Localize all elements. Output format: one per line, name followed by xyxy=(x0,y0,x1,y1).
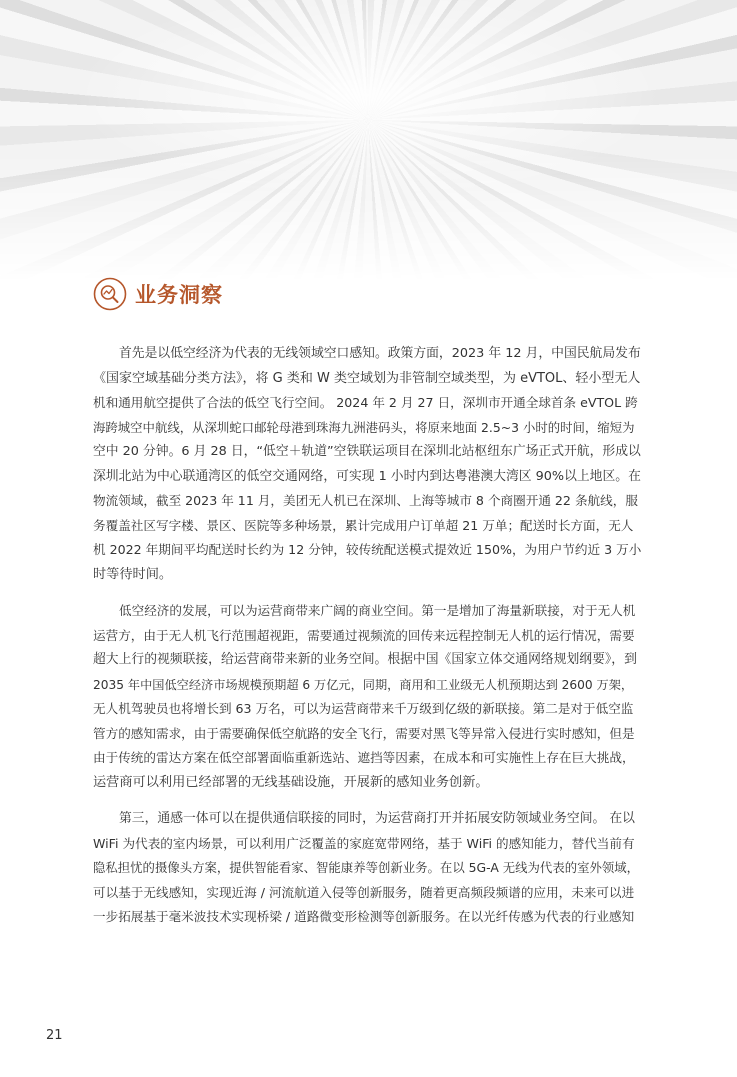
text-line: 机 2022 年期间平均配送时长约为 12 分钟，较传统配送模式提效近 150%，为用户节约近 3 万小 xyxy=(93,542,642,557)
text-line: 2035 年中国低空经济市场规模预期超 6 万亿元，同期，商用和工业级无人机预期达到 2600 万架， xyxy=(93,677,634,692)
text-line: 运营商可以利用已经部署的无线基础设施，开展新的感知业务创新。 xyxy=(93,774,489,790)
text-line: 管方的感知需求，由于需要确保低空航路的安全飞行，需要对黑飞等异常入侵进行实时感知，但是 xyxy=(93,725,635,741)
text-line: 运营方，由于无人机飞行范围超视距，需要通过视频流的回传来远程控制无人机的运行情况，需要 xyxy=(93,627,635,643)
text-line: 机和通用航空提供了合法的低空飞行空间。 2024 年 2 月 27 日，深圳市开通全球首条 eVTOL 跨 xyxy=(93,395,638,410)
section-header xyxy=(93,277,223,311)
text-line: 首先是以低空经济为代表的无线领域空口感知。政策方面，2023 年 12 月，中国民航局发布 xyxy=(119,346,641,361)
text-line: 时等待时间。 xyxy=(93,566,173,582)
text-line: 海跨城空中航线，从深圳蛇口邮轮母港到珠海九洲港码头，将原来地面 2.5~3 小时的时间，缩短为 xyxy=(93,419,635,435)
paragraph-isac-security xyxy=(93,807,641,930)
section-title: 业务洞察 xyxy=(135,283,223,307)
paragraph-low-altitude-sensing xyxy=(93,342,641,587)
text-line: WiFi 为代表的室内场景，可以利用广泛覆盖的家庭宽带网络，基于 WiFi 的感知能力，替代当前有 xyxy=(93,835,635,851)
text-line: 无人机驾驶员也将增长到 63 万名，可以为运营商带来千万级到亿级的新联接。第二是对于低空监 xyxy=(93,701,634,716)
text-line: 超大上行的视频联接，给运营商带来新的业务空间。根据中国《国家立体交通网络规划纲要》，到 xyxy=(93,652,637,667)
text-line: 可以基于无线感知，实现近海 / 河流航道入侵等创新服务，随着更高频段频谱的应用，未来可以进 xyxy=(93,884,635,900)
text-line: 一步拓展基于毫米波技术实现桥梁 / 道路微变形检测等创新服务。在以光纤传感为代表的行业感知 xyxy=(93,909,635,924)
text-line: 《国家空域基础分类方法》，将 G 类和 W 类空域划为非管制空域类型，为 eVTOL、轻小型无人 xyxy=(93,370,641,386)
text-line: 隐私担忧的摄像头方案，提供智能看家、智能康养等创新业务。在以 5G-A 无线为代表的室外领域， xyxy=(93,860,640,875)
paragraph-commercial-space xyxy=(93,599,641,795)
text-line: 第三，通感一体可以在提供通信联接的同时，为运营商打开并拓展安防领域业务空间。 在以 xyxy=(119,811,635,826)
page-number: 21 xyxy=(46,1028,63,1043)
text-line: 低空经济的发展，可以为运营商带来广阔的商业空间。第一是增加了海量新联接，对于无人机 xyxy=(119,603,636,618)
body-text xyxy=(93,342,641,942)
text-line: 务覆盖社区写字楼、景区、医院等多种场景，累计完成用户订单超 21 万单；配送时长方面，无人 xyxy=(93,517,634,533)
text-line: 物流领域，截至 2023 年 11 月，美团无人机已在深圳、上海等城市 8 个商圈开通 22 条航线，服 xyxy=(93,493,638,508)
text-line: 深圳北站为中心联通湾区的低空交通网络，可实现 1 小时内到达粤港澳大湾区 90%以上地区。在 xyxy=(93,468,641,484)
header-decoration xyxy=(0,0,737,280)
magnifier-chart-icon xyxy=(93,277,127,311)
text-line: 由于传统的雷达方案在低空部署面临重新选站、遮挡等因素，在成本和可实施性上存在巨大挑战， xyxy=(93,750,635,765)
text-line: 空中 20 分钟。6 月 28 日，“低空＋轨道”空铁联运项目在深圳北站枢纽东广场正式开航，形成以 xyxy=(93,444,641,459)
